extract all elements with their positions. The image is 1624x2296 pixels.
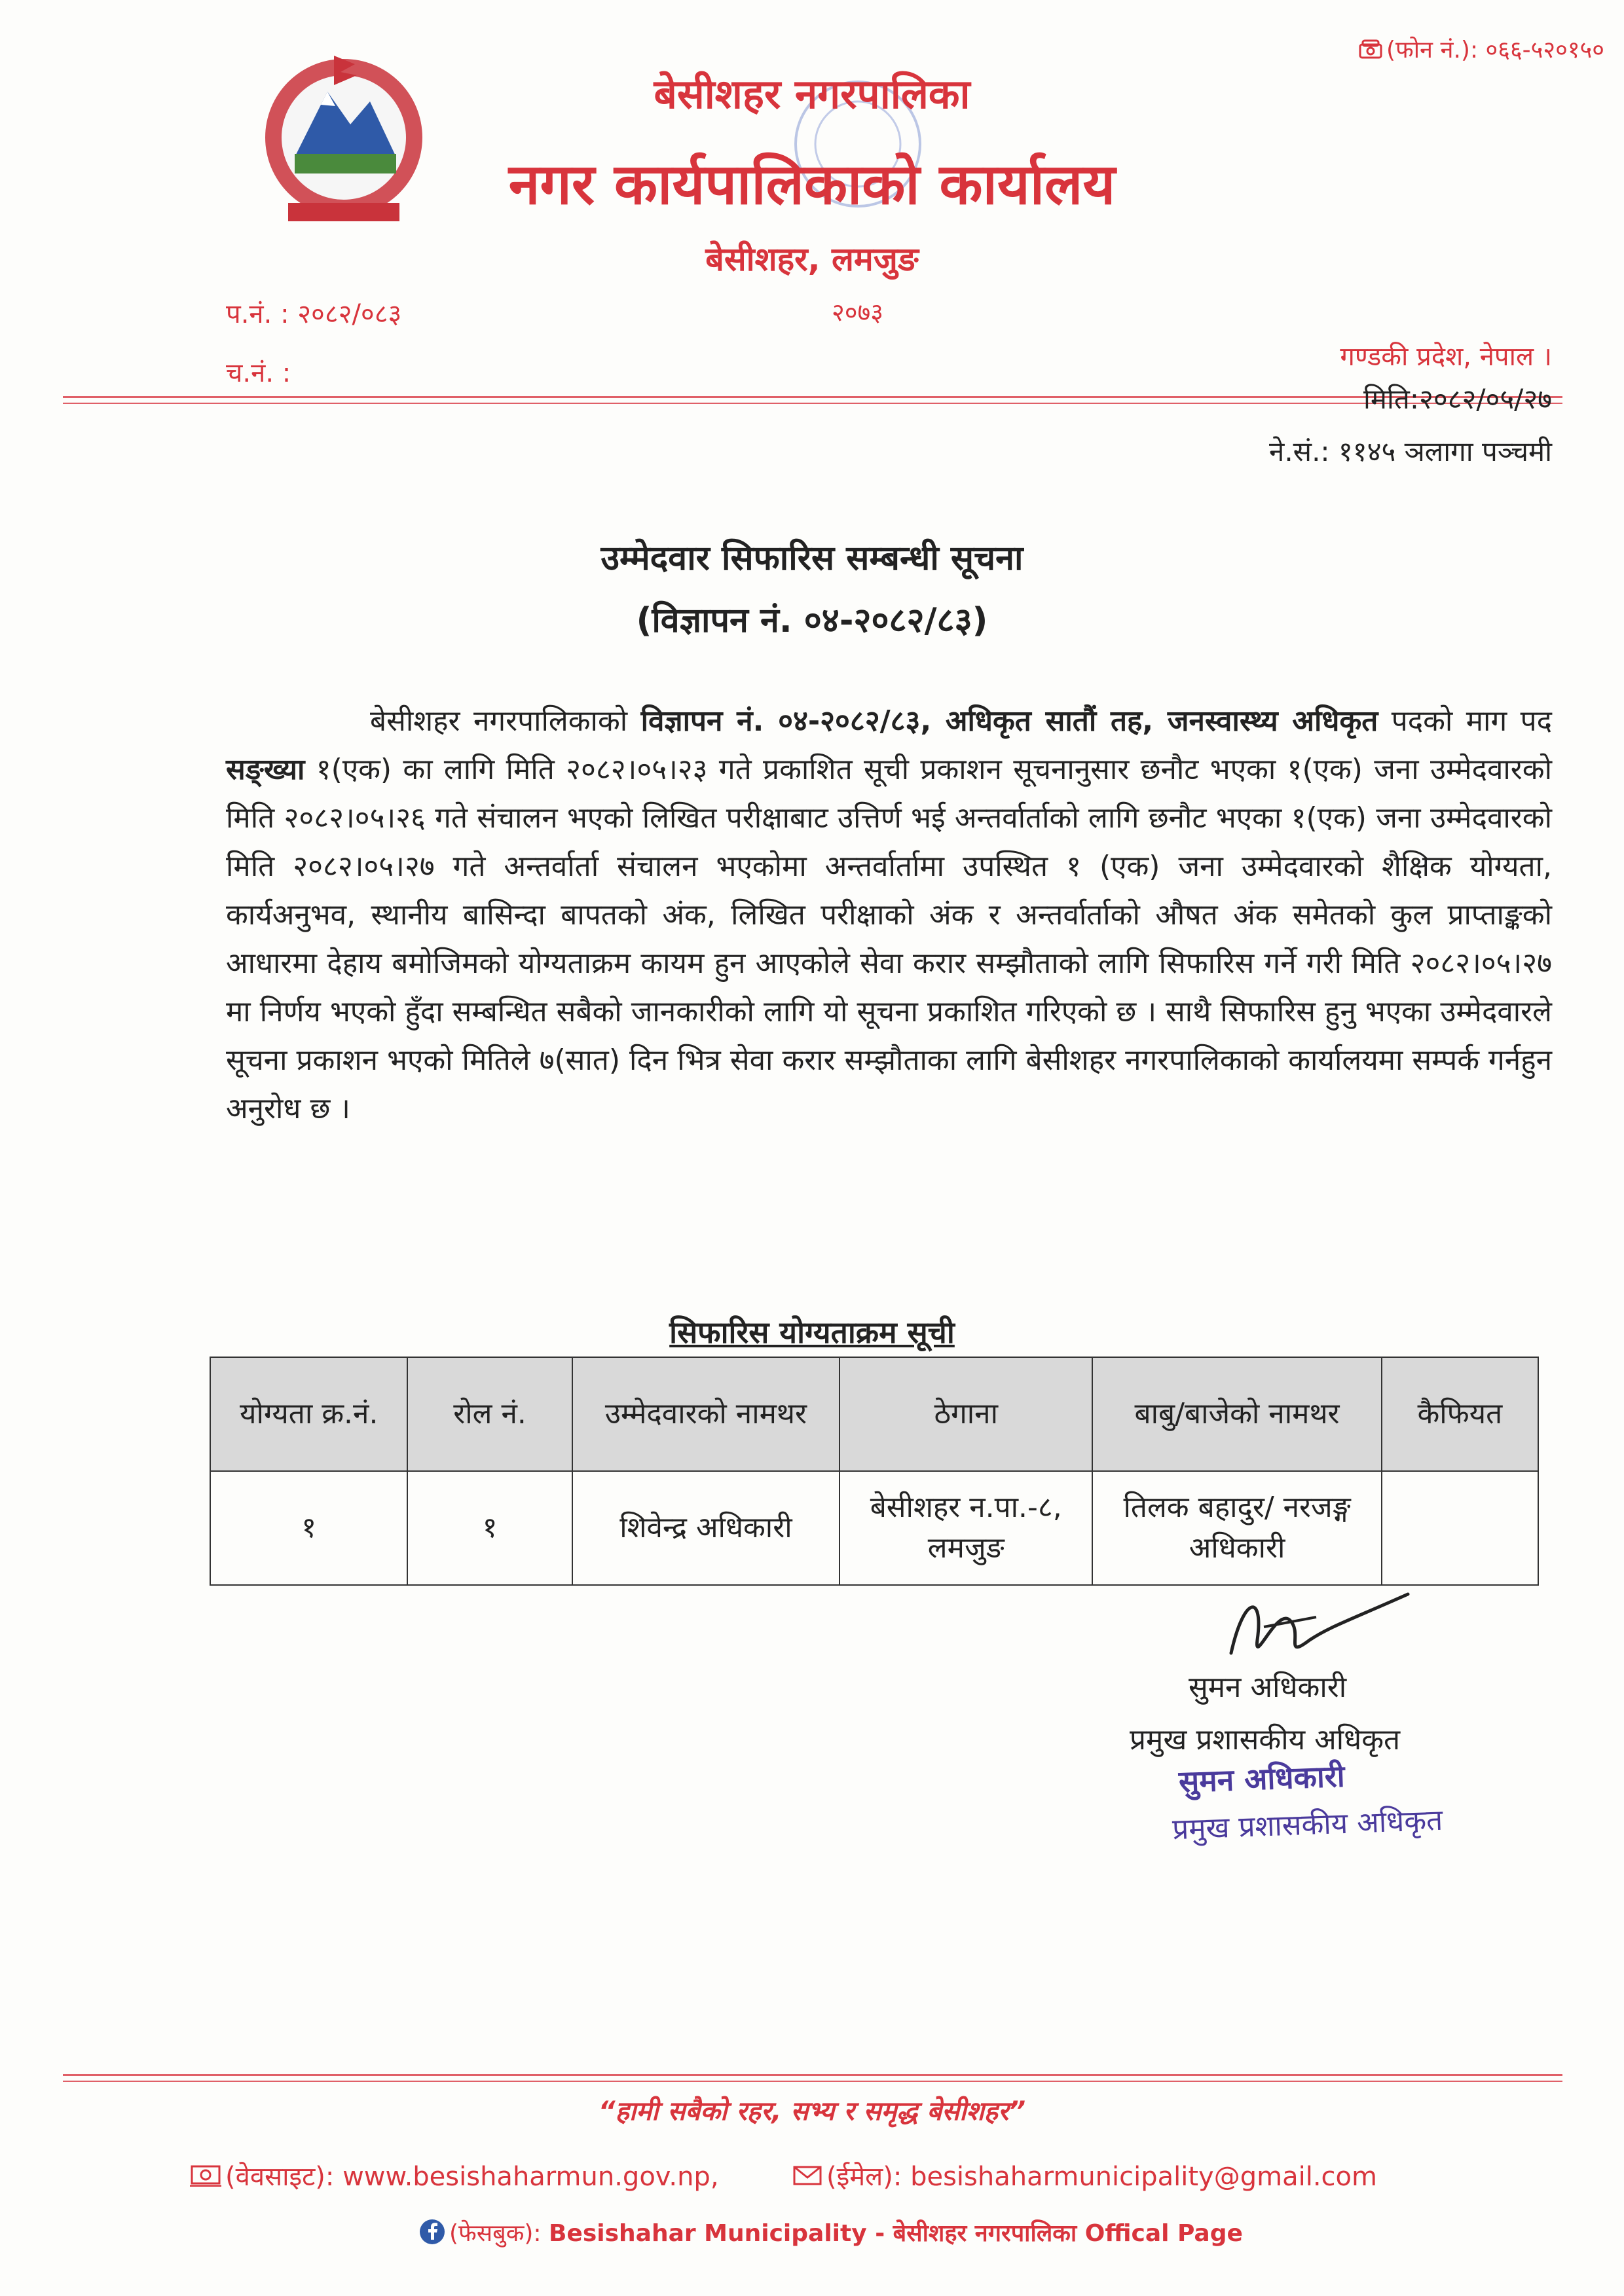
table-row [210,1471,1538,1585]
phone-number: (फोन नं.): ०६६-५२०१५० [1359,33,1604,65]
footer-divider-thin [63,2081,1562,2082]
nepal-sambat-date: ने.सं.: ११४५ ञलागा पञ्चमी [1269,435,1552,467]
body-mid: पदको माग पद [1378,704,1552,738]
table-header-row [210,1357,1538,1471]
footer-email [792,2157,1377,2193]
col-merit-number: योग्यता क्र.नं. [210,1357,407,1471]
facebook-icon [419,2219,445,2251]
notice-date: मिति:२०८२/०५/२७ [1363,383,1552,415]
header-divider [63,396,1562,398]
established-year: २०७३ [832,298,884,327]
province-name: गण्डकी प्रदेश, नेपाल । [1340,342,1552,372]
website-url[interactable]: www.besishaharmun.gov.np, [342,2162,719,2192]
cell-roll-number: १ [407,1471,572,1585]
notice-title: उम्मेदवार सिफारिस सम्बन्धी सूचना [600,539,1024,578]
facebook-page[interactable]: Besishahar Municipality - बेसीशहर नगरपालिका Offical Page [548,2220,1243,2247]
phone-icon [1359,38,1382,65]
email-address[interactable]: besishaharmunicipality@gmail.com [910,2162,1377,2192]
footer-website [190,2157,719,2193]
letter-number: प.नं. : २०८२/०८३ [226,299,402,329]
col-candidate-name: उम्मेदवारको नामथर [572,1357,840,1471]
signature-icon [1218,1581,1414,1679]
cell-guardian-name: तिलक बहादुर/ नरजङ्ग अधिकारी [1092,1471,1381,1585]
col-remarks: कैफियत [1382,1357,1538,1471]
notice-body [226,697,1552,1133]
footer-facebook [419,2216,1243,2251]
col-roll-number: रोल नं. [407,1357,572,1471]
col-address: ठेगाना [840,1357,1092,1471]
website-label: (वेवसाइट): [225,2162,343,2192]
email-label: (ईमेल): [826,2162,911,2192]
body-bold-advert: विज्ञापन नं. ०४-२०८२/८३, अधिकृत सातौं तह, जनस्वास्थ्य अधिकृत [640,704,1378,738]
advertisement-number: (विज्ञापन नं. ०४-२०८२/८३) [636,601,988,640]
body-rest: १(एक) का लागि मिति २०८२।०५।२३ गते प्रकाशित सूची प्रकाशन सूचनानुसार छनौट भएका १(एक) जना उम्मेदवारको मिति २०८२।०५।२६ गते संचालन भएको लिखित परीक्षाबाट उत्तिर्ण भई अन्तर्वार्ताको लागि छनौट भएका १(एक) जना उम्मेदवारको मिति २०८२।०५।२७ गते अन्तर्वार्ता संचालन भएकोमा अन्तर्वार्तामा उपस्थित १ (एक) जना उम्मेदवारको शैक्षिक योग्यता, कार्यअनुभव, स्थानीय बासिन्दा बापतको अंक, लिखित परीक्षाको अंक र अन्तर्वार्ताको औषत अंक समेतको कुल प्राप्ताङ्कको आधारमा देहाय बमोजिमको योग्यताक्रम कायम हुन आएकोले सेवा करार सम्झौताको लागि सिफारिस गर्ने गरी मिति २०८२।०५।२७ मा निर्णय भएको हुँदा सम्बन्धित सबैको जानकारीको लागि यो सूचना प्रकाशित गरिएको छ । साथै सिफारिस हुनु भएका उम्मेदवारले सूचना प्रकाशन भएको मितिले ७(सात) दिन भित्र सेवा करार सम्झौताका लागि बेसीशहर नगरपालिकाको कार्यालयमा सम्पर्क गर्नहुन अनुरोध छ । [226,753,1552,1125]
footer-divider [63,2074,1562,2076]
office-location: बेसीशहर, लमजुङ [705,240,919,278]
municipality-motto: “हामी सबैको रहर, सभ्य र समृद्ध बेसीशहर” [598,2096,1026,2126]
body-bold-count: सङ्ख्या [226,753,305,786]
stamp-signatory-name: सुमन अधिकारी [1178,1758,1346,1800]
cell-remarks [1382,1471,1538,1585]
municipality-name: बेसीशहर नगरपालिका [654,70,970,118]
recommendation-list-title: सिफारिस योग्यताक्रम सूची [669,1315,955,1350]
header-divider-thin [63,403,1562,404]
col-guardian-name: बाबु/बाजेको नामथर [1092,1357,1381,1471]
stamp-signatory-title: प्रमुख प्रशासकीय अधिकृत [1172,1803,1443,1847]
office-name: नगर कार्यपालिकाको कार्यालय [508,152,1116,217]
cell-candidate-name: शिवेन्द्र अधिकारी [572,1471,840,1585]
web-icon [190,2163,221,2193]
email-icon [792,2163,822,2193]
cell-merit-number: १ [210,1471,407,1585]
recommendation-table [210,1357,1539,1586]
body-intro: बेसीशहर नगरपालिकाको [370,704,641,738]
dispatch-number: च.नं. : [226,358,291,388]
cell-address: बेसीशहर न.पा.-८, लमजुङ [840,1471,1092,1585]
signatory-name: सुमन अधिकारी [1189,1671,1347,1704]
facebook-label: (फेसबुक): [449,2220,549,2247]
signatory-title: प्रमुख प्रशासकीय अधिकृत [1130,1723,1401,1757]
